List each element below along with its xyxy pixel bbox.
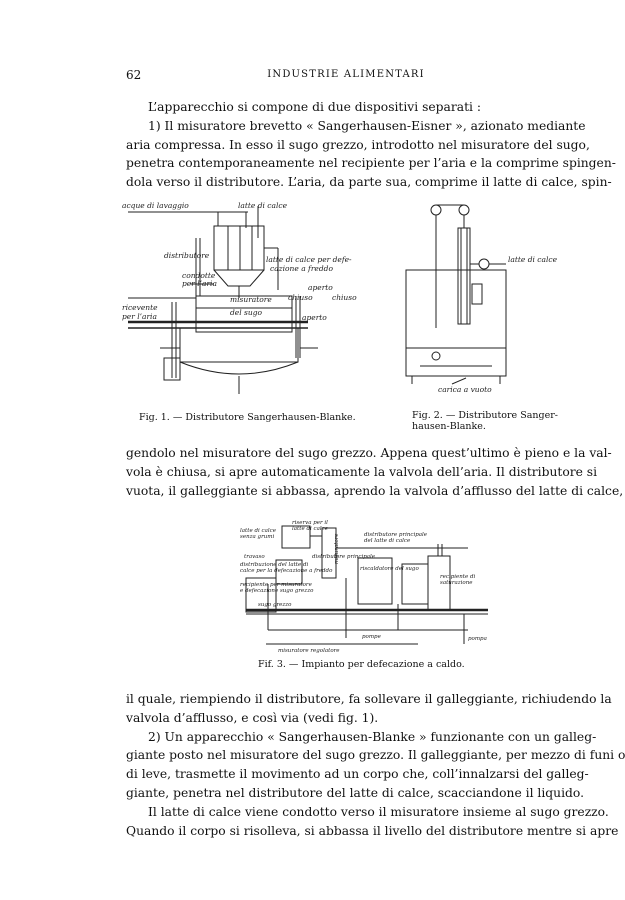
page-number: 62	[126, 68, 142, 82]
text-line: Quando il corpo si risolleva, si abbassa il livello del distributore mentre si apre	[126, 823, 619, 838]
paragraph-2	[126, 444, 624, 500]
text-line: valvola d’afflusso, e così via (vedi fig. 1).	[126, 710, 379, 725]
fig3-label-misuratore: misuratore	[334, 533, 340, 564]
figure-3-diagram	[238, 518, 494, 654]
fig3-label-pompe: pompe	[362, 634, 381, 640]
label-misuratore-2: del sugo	[230, 308, 263, 317]
fig3-label-pompa: pompa	[468, 636, 487, 642]
label-misuratore-1: misuratore	[230, 295, 272, 304]
running-header	[126, 68, 566, 84]
figure-1-diagram	[118, 198, 370, 398]
label-acque: acque di lavaggio	[122, 201, 189, 210]
text-line: 2) Un apparecchio « Sangerhausen-Blanke » funzionante con un galleg-	[148, 729, 597, 744]
paragraph-3	[126, 690, 625, 840]
label-ricevente-2: per l’aria	[122, 312, 157, 321]
text-line: giante, penetra nel distributore del latte di calce, scacciandone il liquido.	[126, 785, 584, 800]
caption-line: Fig. 2. — Distributore Sanger-	[412, 410, 558, 421]
text-line: giante posto nel misuratore del sugo grezzo. Il galleggiante, per mezzo di funi o	[126, 748, 625, 763]
fig3-label-distrib-1: distributore principale	[364, 532, 428, 538]
fig2-label-carica: carica a vuoto	[438, 385, 492, 394]
fig3-label-travaso: travaso	[244, 554, 265, 560]
label-condotte-1: condotte	[182, 271, 216, 280]
figure-2-diagram	[396, 198, 568, 398]
fig3-label-distrib-l1: distribuzione del latte di	[240, 562, 309, 568]
caption-line: hausen-Blanke.	[412, 421, 486, 432]
fig3-label-distrib-l2: calce per la defecazione a freddo	[240, 568, 333, 574]
label-ricevente-1: ricevente	[122, 303, 158, 312]
label-latte-defe-1: latte di calce per defe-	[266, 255, 352, 264]
fig3-label-recip-1: recipiente per misuratore	[240, 582, 312, 588]
label-aperto-2: aperto	[302, 313, 327, 322]
fig3-label-recip-2: e defecazione sugo grezzo	[240, 588, 314, 594]
figure-2-caption	[412, 410, 558, 432]
text-line: 1) Il misuratore brevetto « Sangerhausen-Eisner », azionato mediante	[148, 118, 586, 133]
fig3-label-misur-reg: misuratore regolatore	[278, 648, 340, 654]
running-title: INDUSTRIE ALIMENTARI	[267, 69, 425, 80]
fig3-label-latte-2: senza grumi	[240, 534, 275, 540]
text-line: penetra contemporaneamente nel recipiente per l’aria e la comprime spingen-	[126, 156, 616, 171]
text-line: gendolo nel misuratore del sugo grezzo. Appena quest’ultimo è pieno e la val-	[126, 446, 612, 460]
label-distributore: distributore	[164, 251, 210, 260]
label-latte-calce: latte di calce	[238, 201, 288, 210]
paragraph-1	[126, 98, 616, 192]
text-line: il quale, riempiendo il distributore, fa sollevare il galleggiante, richiudendo la	[126, 692, 612, 706]
text-line: aria compressa. In esso il sugo grezzo, introdotto nel misuratore del sugo,	[126, 137, 590, 152]
fig3-label-distrib-p: distributore principale	[312, 554, 376, 560]
figure-1-caption: Fig. 1. — Distributore Sangerhausen-Blanke.	[139, 412, 356, 423]
figure-3-caption: Fif. 3. — Impianto per defecazione a caldo.	[258, 659, 465, 670]
text-line: Il latte di calce viene condotto verso il misuratore insieme al sugo grezzo.	[148, 804, 609, 819]
text-line: vola è chiusa, si apre automaticamente la valvola dell’aria. Il distributore si	[126, 464, 598, 479]
fig3-label-recip-sat-1: recipiente di	[440, 574, 476, 580]
fig2-label-latte-calce: latte di calce	[508, 255, 558, 264]
label-aperto-1: aperto	[308, 283, 333, 292]
text-line: L’apparecchio si compone di due dispositivi separati :	[148, 100, 482, 114]
fig3-label-riserva-2: latte di calce	[292, 526, 328, 532]
label-chiuso-2: chiuso	[332, 293, 357, 302]
fig3-label-riscald: riscaldatore del sugo	[360, 566, 419, 572]
text-line: vuota, il galleggiante si abbassa, aprendo la valvola d’afflusso del latte di calce,	[126, 483, 624, 498]
fig3-label-latte-1: latte di calce	[240, 528, 276, 534]
label-condotte-2: per l’aria	[182, 279, 217, 288]
fig3-label-distrib-2: del latte di calce	[364, 538, 411, 544]
label-latte-defe-2: cazione a freddo	[270, 264, 333, 273]
text-line: di leve, trasmette il movimento ad un corpo che, coll’innalzarsi del galleg-	[126, 767, 589, 782]
text-line: dola verso il distributore. L’aria, da parte sua, comprime il latte di calce, spin-	[126, 175, 612, 190]
fig3-label-riserva-1: riserva per il	[292, 520, 328, 526]
fig3-label-recip-sat-2: saturazione	[440, 580, 473, 586]
label-chiuso-1: chiuso	[288, 293, 313, 302]
fig3-label-sugo-grezzo: sugo grezzo	[258, 602, 292, 608]
